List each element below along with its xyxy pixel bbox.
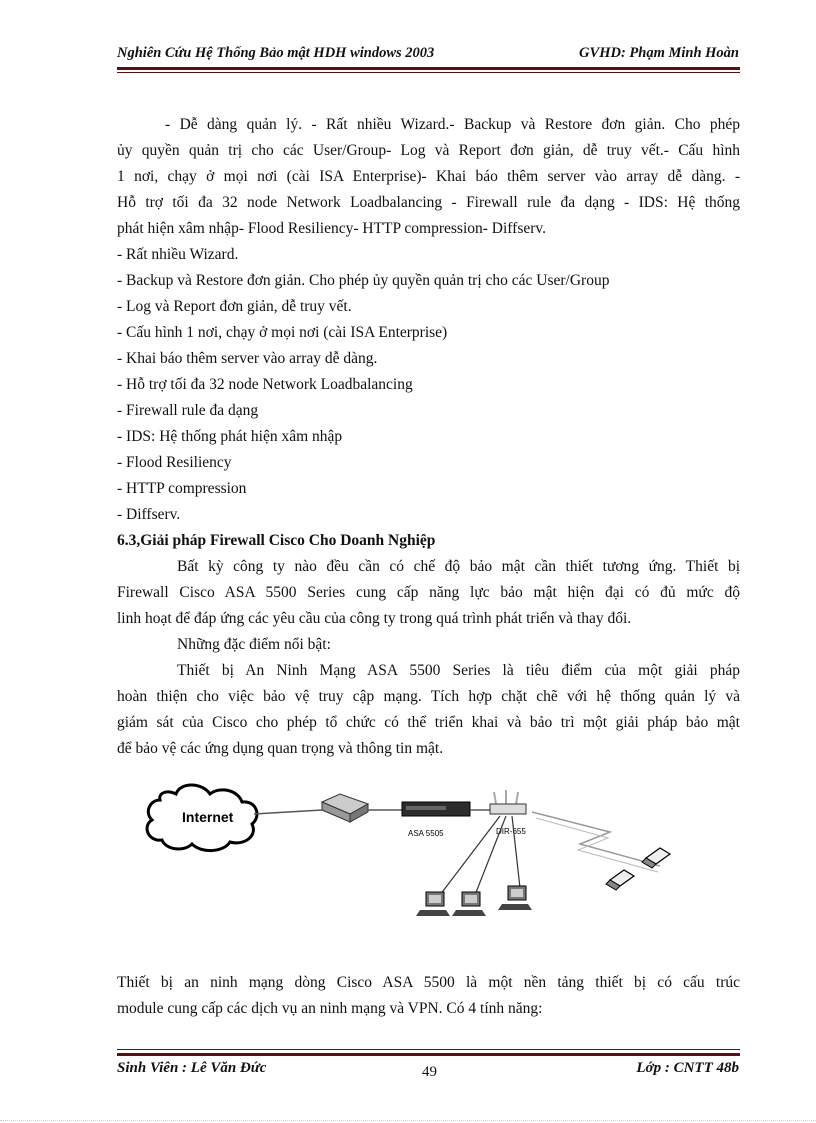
summary-line: Hỗ trợ tối đa 32 node Network Loadbalancing - Firewall rule đa dạng - IDS: Hệ thống: [117, 194, 740, 211]
network-diagram: [140, 770, 700, 940]
link-line: [254, 810, 322, 814]
document-body-continued: [117, 970, 740, 1022]
cloud-label: Internet: [182, 809, 234, 825]
summary-line: ủy quyền quản trị cho các User/Group- Log và Report đơn giản, dễ truy vết.- Cấu hình: [117, 142, 740, 159]
page-footer: [117, 1060, 739, 1082]
bullet-item: - Hỗ trợ tối đa 32 node Network Loadbalancing: [117, 376, 413, 393]
paragraph-line: hoàn thiện cho việc bảo vệ truy cập mạng. Tích hợp chặt chẽ với hệ thống quản lý và: [117, 688, 740, 705]
asa-label: ASA 5505: [408, 829, 444, 838]
paragraph-line: Thiết bị an ninh mạng dòng Cisco ASA 5500 là một nền tảng thiết bị có cấu trúc: [117, 974, 740, 991]
footer-class: Lớp : CNTT 48b: [636, 1060, 739, 1076]
section-heading: 6.3,Giải pháp Firewall Cisco Cho Doanh Nghiệp: [117, 532, 436, 549]
bullet-item: - IDS: Hệ thống phát hiện xâm nhập: [117, 428, 343, 445]
wireless-link: [536, 818, 658, 872]
bullet-item: - Backup và Restore đơn giản. Cho phép ủy quyền quản trị cho các User/Group: [117, 272, 610, 289]
header-rule-thick: [117, 67, 740, 70]
bullet-item: - Diffserv.: [117, 506, 181, 523]
bullet-item: - Firewall rule đa dạng: [117, 402, 259, 419]
asa-firewall-icon: [402, 802, 470, 816]
summary-line: phát hiện xâm nhập- Flood Resiliency- HTTP compression- Diffserv.: [117, 220, 547, 237]
paragraph-line: Firewall Cisco ASA 5500 Series cung cấp năng lực bảo mật hiện đại có đủ mức độ: [117, 584, 740, 601]
page-number: 49: [422, 1064, 437, 1080]
header-supervisor: GVHD: Phạm Minh Hoàn: [579, 45, 739, 61]
desktop-pc-icon: [452, 892, 486, 916]
summary-line: 1 nơi, chạy ở mọi nơi (cài ISA Enterprise)- Khai báo thêm server vào array dễ dàng. -: [117, 168, 740, 185]
paragraph-line: Bất kỳ công ty nào đều cần có chế độ bảo mật cần thiết tương ứng. Thiết bị: [177, 558, 740, 575]
footer-student: Sinh Viên : Lê Văn Đức: [117, 1060, 267, 1076]
footer-rule-thick: [117, 1053, 740, 1056]
footer-rule-thin: [117, 1049, 740, 1050]
router-label: DIR-655: [496, 827, 526, 836]
document-body: [117, 112, 740, 762]
paragraph-line: linh hoạt để đáp ứng các yêu cầu của công ty trong quá trình phát triển và thay đổi.: [117, 610, 632, 627]
page-header: [117, 45, 739, 63]
bullet-item: - Cấu hình 1 nơi, chạy ở mọi nơi (cài ISA Enterprise): [117, 324, 448, 341]
header-rule-thin: [117, 72, 740, 73]
bullet-item: - Flood Resiliency: [117, 454, 232, 471]
features-title: Những đặc điểm nổi bật:: [177, 636, 331, 653]
bullet-item: - Rất nhiều Wizard.: [117, 246, 239, 263]
paragraph-line: module cung cấp các dịch vụ an ninh mạng và VPN. Có 4 tính năng:: [117, 1000, 543, 1017]
modem-icon: [322, 794, 368, 822]
summary-line: - Dễ dàng quản lý. - Rất nhiều Wizard.- Backup và Restore đơn giản. Cho phép: [165, 116, 740, 133]
bullet-item: - Log và Report đơn giản, dễ truy vết.: [117, 298, 352, 315]
paragraph-line: Thiết bị An Ninh Mạng ASA 5500 Series là tiêu điểm của một giải pháp: [177, 662, 740, 679]
bullet-item: - HTTP compression: [117, 480, 247, 497]
desktop-pc-icon: [498, 886, 532, 910]
router-icon: [490, 790, 526, 814]
wireless-link: [532, 812, 660, 866]
header-title: Nghiên Cứu Hệ Thống Bảo mật HDH windows 2003: [117, 45, 435, 61]
page-edge: [0, 1120, 816, 1122]
paragraph-line: để bảo vệ các ứng dụng quan trọng và thông tin mật.: [117, 740, 444, 757]
bullet-item: - Khai báo thêm server vào array dễ dàng.: [117, 350, 378, 367]
laptop-icon: [606, 870, 634, 890]
desktop-pc-icon: [416, 892, 450, 916]
paragraph-line: giám sát của Cisco cho phép tổ chức có thể triển khai và bảo trì một giải pháp bảo mật: [117, 714, 740, 731]
